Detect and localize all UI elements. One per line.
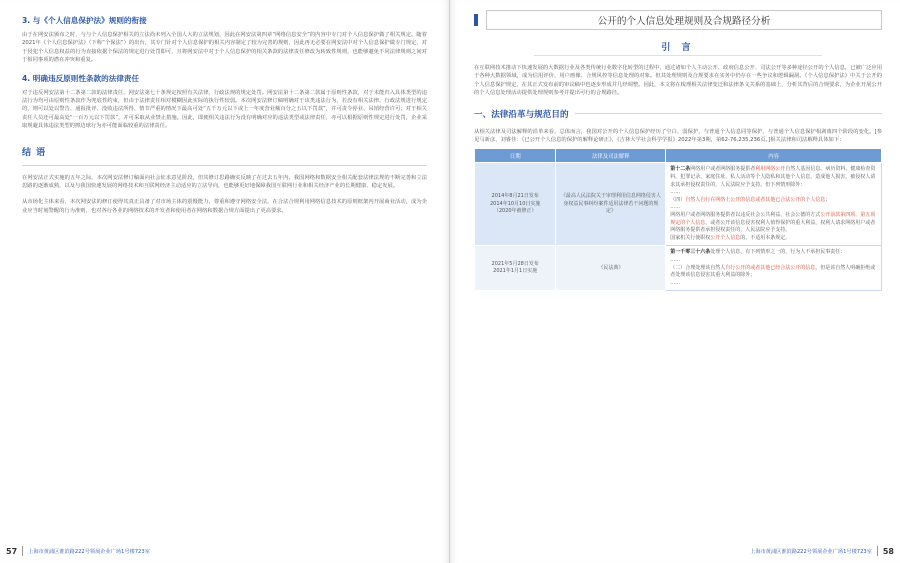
title-accent-left	[474, 14, 478, 26]
row2-ellipsis-1: ……	[670, 256, 681, 263]
conclusion-heading: 结 语	[22, 147, 47, 158]
right-page	[450, 0, 900, 563]
page-number-left: 57	[6, 546, 18, 556]
row1-highlight-3: 公开前款第四项、第五项规定的个人信息	[670, 212, 876, 226]
row1-ellipsis-1: ……	[670, 189, 681, 196]
row1-law: 《最高人民法院关于审理利用信息网络侵害人身权益民事纠纷案件适用法律若干问题的规定》	[556, 163, 666, 246]
section-4-heading: 4. 明确违反原则性条款的法律责任	[22, 73, 140, 83]
row1-highlight-4: 公开个人信息	[710, 234, 741, 241]
header-content: 内容	[666, 149, 882, 163]
row1-text-b: 自然人基因信息、病历资料、健康检查资料、犯罪记录、家庭住址、私人活动等个人隐私和其他个人信息，造成他人损害，被侵权人请求其承担侵权责任的，人民法院应予支持。但下列情形除外：	[670, 166, 876, 188]
header-law: 法律及司法解释	[556, 149, 666, 163]
footer-address-left: 上海市黄浦区淮滨路222号领展企业广场1号楼723室	[28, 548, 150, 555]
conclusion-paragraph-1: 在网安法正式实施的五年之际，本次网安法修订稿面向社会征求意见阶段，但其修订思路确实反映了在过去五年内，我国网络和数据安全相关配套法律法规的不断完善和立法思路的逐渐成熟，以及与我国快速发展的网络技术和互联网经济主动适应的立法导向，也能够更好地保障我国互联网行业和相关经济产业的长期健康、稳定发展。	[22, 174, 427, 190]
row1-ellipsis-2: ……	[670, 204, 681, 211]
section-3-body: 由于在网安法颁布之时，与与个人信息保护相关的立法尚未列入全国人大的立法规划，因此在网安法第四章“网络信息安全”的内容中专门对个人信息保护做了相关规定。随着2021年《个人信息保护法》（下称“个保法”）的出台，其专门针对个人信息保护的相关内容制定了较为完善的规则，因此再无必要在网安法中对个人信息保护做专门规定，对于侵犯个人信息权益的行为直接依据个保法的规定进行处罚即可，且将网安法中对于个人信息保护的相关条款的法律责任修改为转致性规则，也能够避免不同法律规则之间对于相同事项的潜在冲突和重复。	[22, 32, 427, 64]
table-row	[475, 246, 882, 291]
row1-date: 2014年8月21日发布 2014年10月10日实施 （2020年被修正）	[475, 163, 556, 246]
row1-text-f: ，或者公开该信息侵害权利人值得保护的重大利益，权利人请求网络用户或者网络服务提供者承担侵权责任的，人民法院应予支持。	[670, 219, 876, 234]
row2-text-a: 处理个人信息，有下列情形之一的，行为人不承担民事责任：	[710, 249, 846, 256]
row2-content	[666, 246, 882, 291]
law-table	[474, 148, 882, 291]
section-1-body: 从相关法律及司法解释的沿革来看，总体而言，我国对公开的个人信息保护经历了空白、弱保护、与普通个人信息同等保护、与普通个人信息保护相剥离四个阶段的变化。[参见马新彦、刘睿佳：《已公开个人信息的保护的解释论研正》，《吉林大学社会科学学报》2022年第3期，第62-76,235,236页。]相关法律和司法解释具体如下：	[474, 128, 882, 144]
row1-text-d: ；	[825, 196, 831, 203]
row1-highlight-2: 自然人自行在网络上公开的信息或者其他已合法公开的个人信息	[685, 196, 826, 203]
right-footer	[450, 545, 900, 557]
row2-highlight: 自行公开的或者其他已经合法公开的信息	[725, 264, 816, 271]
footer-address-right: 上海市黄浦区淮滨路222号领展企业广场1号楼723室	[750, 548, 872, 555]
left-footer	[0, 545, 449, 557]
article-title: 公开的个人信息处理规则及合规路径分析	[486, 10, 882, 30]
row1-text-c: （四）	[670, 196, 686, 203]
intro-heading: 引 言	[661, 43, 695, 53]
conclusion-paragraph-2: 从市场化主体来看，本次网安法的修订使得其真正具备了对市场主体的震慑能力，尊重和遵守网络安全法，在合法合规利用网络信息技术的原则框架内开展商业活动，成为企业应当时刻警醒的行为准则，也对各行各业的网络技术的开发者和使用者在网络和数据合规方面提出了更高要求。	[22, 199, 427, 214]
row1-highlight-1: 利用网络公开	[755, 166, 786, 173]
right-page-content	[474, 10, 882, 291]
section-1-heading-text: 一、法律沿革与规范目的	[474, 109, 569, 120]
table-row	[475, 163, 882, 246]
left-page-content	[22, 10, 427, 217]
law-table-header-row	[475, 149, 882, 163]
page-number-right: 58	[882, 546, 894, 556]
row1-article-number: 第十二条	[670, 166, 691, 173]
conclusion-divider	[22, 165, 427, 166]
footer-divider	[877, 546, 878, 556]
header-date: 日期	[475, 149, 556, 163]
section-1-heading	[474, 108, 882, 120]
row2-text-b: （二）合理处理该自然人	[670, 264, 726, 271]
section-4-body: 对于违反网安法第十二条第二款的法律责任，网安法第七十条规定按照有关法律、行政法规的规定处罚。网安法第十二条第二款属于原则性条款，对于未能归入具体类型的违法行为均可由原则性条款作为兜底性约束，但由于法律责任相对模糊因此实际的执行性较弱。本次网安法修订稿明确对于该类违法行为，若没有相关法律、行政法规进行规定的，则可以处以警告、通报批评、没收违法所得、情节严重的情况下最高可处“五千万元以下或上一年度营业额百分之五以下罚款”，并可责令停业、吊销经营许可；对于相关责任人员还可最高处“一百万元以下罚款”，并可采取从业禁止措施。因此，即便相关违法行为没有明确对应的违法类型或法律责任，亦可以根据原则性规定进行处罚，企业采取规避具体违法类型的擦边球行为亦可能面临较重的法律责任。	[22, 89, 427, 130]
row1-content	[666, 163, 882, 246]
row1-text-h: 的，不适用本条规定。	[740, 234, 791, 241]
section-3-heading: 3. 与《个人信息保护法》规则的衔接	[22, 16, 147, 25]
intro-body: 在互联网技术推动下快速发展的大数据行业及各类传统行业数字化转型的过程中，通过诸如个人主动公开、政府信息公开、司法公开等多种途径公开的个人信息，已被广泛应用于各种大数据领域，成为信用评价、用户画像、合规风控等信息处理的对象。但其处理规则及合规要求在实务中仍存在一些争议和逻辑漏洞。《个人信息保护法》中关于公开的个人信息保护规定，在其正式发布前的审议稿中也逐步形成并几经调整。因此，本文将在梳理相关法律变迁和法律条文关系的基础上，分析其背后的合规要求，为企业开展公开的个人信息处理活动提供处理规则参考并提出可行的合规路径。	[474, 65, 882, 97]
row2-law: 《民法典》	[556, 246, 666, 291]
section-1-heading-line	[575, 113, 882, 114]
row2-text-c: ，但是该自然人明确拒绝或者处理该信息侵害其重大利益的除外；	[670, 264, 876, 279]
row2-date: 2021年5月28日发布 2021年1月1日实施	[475, 246, 556, 291]
intro-divider	[534, 55, 822, 56]
row1-text-e: 网络用户或者网络服务提供者以违反社会公共利益、社会公德的方式	[670, 212, 821, 218]
footer-divider	[22, 546, 23, 556]
article-title-bar	[474, 10, 882, 30]
row2-article-number: 第一千零三十六条	[670, 249, 711, 256]
row2-ellipsis-2: ……	[670, 279, 681, 286]
row1-text-g: 国家机关行使职权	[670, 234, 711, 241]
row1-text-a: 网络用户或者网络服务提供者	[690, 166, 756, 173]
